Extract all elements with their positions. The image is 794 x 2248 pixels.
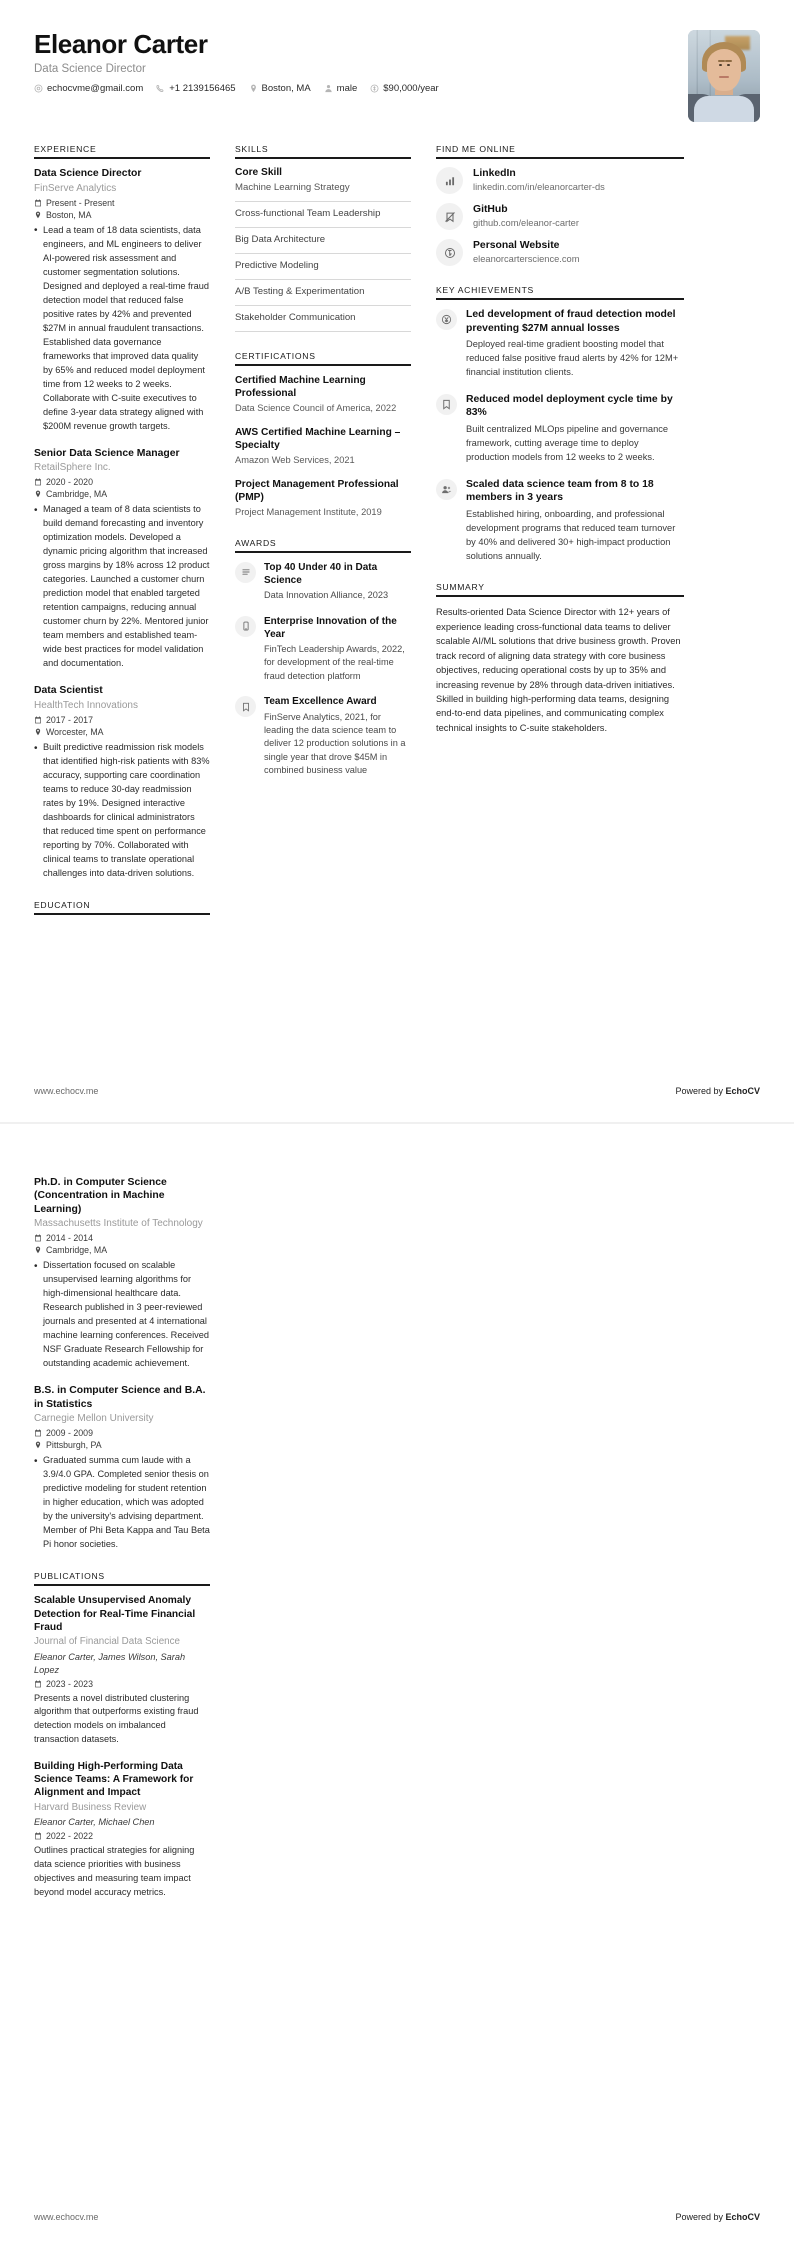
- column-right: [436, 144, 684, 754]
- award-subtitle: Data Innovation Alliance, 2023: [264, 590, 389, 601]
- calendar-icon: [34, 478, 42, 486]
- certification-name: Project Management Professional (PMP): [235, 478, 399, 503]
- entry-location: [34, 210, 210, 220]
- publication-item: [34, 1594, 210, 1746]
- certification-item: [235, 478, 411, 519]
- entry-location-value: Cambridge, MA: [46, 1245, 108, 1256]
- calendar-icon: [34, 1832, 42, 1840]
- entry-dates-value: 2017 - 2017: [46, 715, 93, 726]
- achievement-desc: Built centralized MLOps pipeline and governance framework, cutting average time to deploy production models from 12 weeks to 2 weeks.: [466, 423, 669, 462]
- contact-email-value: echocvme@gmail.com: [47, 82, 144, 94]
- publication-title: Scalable Unsupervised Anomaly Detection for Real-Time Financial Fraud: [34, 1595, 196, 1633]
- entry-bullets: [34, 224, 210, 434]
- awards-section: [235, 538, 411, 778]
- contact-salary-value: $90,000/year: [383, 82, 439, 94]
- skill-item: Machine Learning Strategy: [235, 182, 411, 202]
- publication-authors: Eleanor Carter, Michael Chen: [34, 1817, 155, 1828]
- publication-journal: Journal of Financial Data Science: [34, 1636, 180, 1648]
- entry-location: [34, 727, 210, 737]
- publications-heading: PUBLICATIONS: [34, 1571, 210, 1586]
- contact-gender: [324, 83, 358, 94]
- bookmark-icon: [235, 696, 256, 717]
- key-achievements-heading: KEY ACHIEVEMENTS: [436, 285, 684, 300]
- link-label: Personal Website: [473, 240, 560, 252]
- education-heading: EDUCATION: [34, 900, 210, 915]
- achievement-desc: Deployed real-time gradient boosting model that reduced false positive fraud alerts by 42% for 12M+ financial institution clients.: [466, 339, 679, 377]
- entry-dates: [34, 1233, 210, 1243]
- location-pin-icon: [34, 1441, 42, 1449]
- main-columns-page2: [0, 1124, 794, 1918]
- awards-heading: AWARDS: [235, 538, 411, 553]
- bullet-item: • Dissertation focused on scalable unsupervised learning algorithms for high-dimensional healthcare data. Research published in 3 peer-reviewed journals and presented at 4 international machine learning conferences. Received NSF Graduate Research Fellowship for outstanding academic achievement.: [34, 1259, 210, 1371]
- achievement-item: [436, 308, 684, 380]
- person-icon: [324, 84, 333, 93]
- entry-org: FinServe Analytics: [34, 182, 117, 194]
- achievement-item: [436, 393, 684, 465]
- page-footer: [34, 1086, 760, 1096]
- bookmark-slash-icon: [436, 203, 463, 230]
- summary-section: [436, 582, 684, 735]
- skill-item: Predictive Modeling: [235, 260, 411, 280]
- footer-website[interactable]: www.echocv.me: [34, 1086, 99, 1096]
- link-label: GitHub: [473, 204, 508, 216]
- link-personal-website[interactable]: [436, 239, 684, 266]
- location-pin-icon: [34, 728, 42, 736]
- skill-item: A/B Testing & Experimentation: [235, 286, 411, 306]
- achievement-title: Led development of fraud detection model preventing $27M annual losses: [466, 309, 676, 334]
- education-entry: [34, 1384, 210, 1552]
- bar-chart-icon: [436, 167, 463, 194]
- column-middle: [235, 144, 411, 796]
- link-url: linkedin.com/in/eleanorcarter-ds: [473, 182, 605, 193]
- footer-website[interactable]: www.echocv.me: [34, 2212, 99, 2222]
- certification-name: AWS Certified Machine Learning – Specialty: [235, 426, 401, 451]
- footer-powered-label: Powered by: [675, 2212, 726, 2222]
- achievement-title: Reduced model deployment cycle time by 83%: [466, 393, 673, 419]
- location-pin-icon: [34, 211, 42, 219]
- experience-entry: [34, 684, 210, 881]
- currency-icon: [436, 309, 457, 330]
- entry-org: RetailSphere Inc.: [34, 462, 111, 474]
- entry-location-value: Worcester, MA: [46, 727, 104, 738]
- bullet-item: • Managed a team of 8 data scientists to build demand forecasting and inventory optimization models. Developed a dynamic pricing algorithm that increased gross margins by 18% across 12 product categories. Launched a customer churn prediction model that enabled targeted retention campaigns, reducing annual customer churn by 22%. Mentored junior team members and established team-wide best practices for model validation and documentation.: [34, 503, 210, 671]
- entry-dates: [34, 477, 210, 487]
- salary-icon: [370, 84, 379, 93]
- publication-authors: Eleanor Carter, James Wilson, Sarah Lopez: [34, 1651, 186, 1675]
- phone-icon: [156, 84, 165, 93]
- publication-journal: Harvard Business Review: [34, 1801, 147, 1813]
- award-item: [235, 695, 411, 777]
- summary-heading: SUMMARY: [436, 582, 684, 597]
- find-me-online-heading: FIND ME ONLINE: [436, 144, 684, 159]
- contact-phone-value: +1 2139156465: [169, 82, 236, 94]
- entry-dates-value: Present - Present: [46, 197, 115, 208]
- entry-location: [34, 1245, 210, 1255]
- entry-location-value: Boston, MA: [46, 209, 92, 220]
- award-item: [235, 615, 411, 684]
- column-left: [34, 144, 210, 934]
- contact-email[interactable]: [34, 83, 143, 94]
- calendar-icon: [34, 199, 42, 207]
- publication-item: [34, 1760, 210, 1900]
- certification-name: Certified Machine Learning Professional: [235, 374, 366, 399]
- contact-location: [249, 83, 311, 94]
- education-section-heading-page1: [34, 900, 210, 915]
- achievement-title: Scaled data science team from 8 to 18 members in 3 years: [466, 478, 654, 504]
- achievement-item: [436, 478, 684, 564]
- publications-section: [34, 1571, 210, 1899]
- entry-title: Senior Data Science Manager: [34, 447, 180, 459]
- bullet-item: • Built predictive readmission risk models that identified high-risk patients with 83% accuracy, supporting care coordination teams to reduce 30-day readmission rates by 19%. Designed interactive dashboards for clinical administrators that reduced time spent on performance reporting by 70%. Collaborated with clinical teams to translate operational challenges into data-driven solutions.: [34, 741, 210, 881]
- entry-location-value: Cambridge, MA: [46, 489, 108, 500]
- footer-brand-name: EchoCV: [725, 1086, 760, 1096]
- calendar-icon: [34, 1429, 42, 1437]
- award-title: Top 40 Under 40 in Data Science: [264, 561, 378, 586]
- skills-heading: SKILLS: [235, 144, 411, 159]
- award-subtitle: FinTech Leadership Awards, 2022, for development of the real-time fraud detection platform: [264, 644, 405, 681]
- skill-item: Big Data Architecture: [235, 234, 411, 254]
- link-github[interactable]: [436, 203, 684, 230]
- header-text-block: [34, 30, 452, 94]
- publication-title: Building High-Performing Data Science Teams: A Framework for Alignment and Impact: [34, 1760, 194, 1799]
- entry-dates: [34, 1428, 210, 1438]
- certification-org: Project Management Institute, 2019: [235, 507, 382, 518]
- calendar-icon: [34, 1680, 42, 1688]
- award-subtitle: FinServe Analytics, 2021, for leading the data science team to deliver 12 production solutions in a single year that drove $45M in combined business value: [264, 711, 406, 776]
- entry-org: HealthTech Innovations: [34, 700, 138, 712]
- award-title: Team Excellence Award: [264, 696, 377, 708]
- globe-icon: [436, 239, 463, 266]
- education-section: [34, 1176, 210, 1552]
- entry-bullets: [34, 1259, 210, 1371]
- link-label: LinkedIn: [473, 168, 516, 180]
- key-achievements-section: [436, 285, 684, 563]
- list-icon: [235, 562, 256, 583]
- experience-entry: [34, 447, 210, 672]
- experience-heading: EXPERIENCE: [34, 144, 210, 159]
- location-pin-icon: [34, 1246, 42, 1254]
- find-me-online-section: [436, 144, 684, 266]
- entry-location: [34, 489, 210, 499]
- column-left-page2: [34, 1176, 210, 1918]
- experience-section: [34, 144, 210, 881]
- entry-org: Massachusetts Institute of Technology: [34, 1218, 203, 1230]
- certifications-heading: CERTIFICATIONS: [235, 351, 411, 366]
- page-title: Eleanor Carter: [34, 29, 208, 59]
- footer-powered-label: Powered by: [675, 1086, 726, 1096]
- contact-row: [34, 83, 452, 94]
- link-url: eleanorcarterscience.com: [473, 254, 580, 265]
- footer-brand-name: EchoCV: [725, 2212, 760, 2222]
- entry-bullets: [34, 741, 210, 881]
- entry-dates-value: 2014 - 2014: [46, 1233, 93, 1244]
- certifications-section: [235, 351, 411, 519]
- experience-entry: [34, 167, 210, 434]
- entry-dates-value: 2009 - 2009: [46, 1428, 93, 1439]
- skill-item: Stakeholder Communication: [235, 312, 411, 332]
- education-entry: [34, 1176, 210, 1371]
- entry-location: [34, 1440, 210, 1450]
- footer-branding: [675, 1086, 760, 1096]
- resume-page-2: [0, 1124, 794, 2248]
- publication-desc: Outlines practical strategies for aligning data science priorities with business objectives and measuring team impact beyond model accuracy metrics.: [34, 1845, 195, 1897]
- entry-dates-value: 2020 - 2020: [46, 477, 93, 488]
- location-pin-icon: [249, 84, 258, 93]
- bookmark-icon: [436, 394, 457, 415]
- contact-location-value: Boston, MA: [261, 82, 311, 94]
- entry-title: Data Science Director: [34, 168, 142, 179]
- publication-dates: [34, 1679, 210, 1689]
- certification-item: [235, 374, 411, 415]
- footer-branding: [675, 2212, 760, 2222]
- award-item: [235, 561, 411, 603]
- resume-page-1: [0, 0, 794, 1122]
- bullet-item: • Lead a team of 18 data scientists, data engineers, and ML engineers to deliver AI-powered risk assessment and customer segmentation solutions. Designed and deployed a real-time fraud detection model that reduced false positive rates by 42% and prevented $27M in annual fraudulent transactions. Established data governance frameworks that improved data quality by 65% and reduced model deployment time from 12 weeks to 2 weeks. Collaborate with C-suite executives to define 3-year data strategy aligned with $200M revenue growth targets.: [34, 224, 210, 434]
- entry-dates: [34, 198, 210, 208]
- achievement-desc: Established hiring, onboarding, and professional development programs that reduced team turnover by 40% and delivered 30+ high-impact production solutions annually.: [466, 508, 676, 561]
- summary-text: Results-oriented Data Science Director with 12+ years of experience leading cross-functional data teams to deliver scalable AI/ML solutions that drive business growth. Proven track record of aligning data strategy with core business objectives, reducing operational costs by up to 35% and increasing revenue by 28% through data-driven initiatives. Skilled in building high-performing data teams, designing end-to-end data pipelines, and communicating complex technical insights to C-suite stakeholders.: [436, 607, 681, 733]
- contact-phone[interactable]: [156, 83, 235, 94]
- skill-item: Cross-functional Team Leadership: [235, 208, 411, 228]
- skills-core-label: Core Skill: [235, 167, 282, 178]
- resume-header: [0, 0, 794, 122]
- entry-dates: [34, 715, 210, 725]
- publication-dates-value: 2023 - 2023: [46, 1678, 93, 1689]
- award-title: Enterprise Innovation of the Year: [264, 615, 397, 640]
- certification-org: Amazon Web Services, 2021: [235, 455, 355, 466]
- calendar-icon: [34, 1234, 42, 1242]
- location-pin-icon: [34, 490, 42, 498]
- certification-item: [235, 426, 411, 467]
- skills-section: [235, 144, 411, 332]
- publication-desc: Presents a novel distributed clustering algorithm that outperforms existing fraud detection models on imbalanced transaction datasets.: [34, 1692, 199, 1744]
- link-url: github.com/eleanor-carter: [473, 218, 579, 229]
- contact-salary: [370, 83, 438, 94]
- link-linkedin[interactable]: [436, 167, 684, 194]
- entry-title: B.S. in Computer Science and B.A. in Statistics: [34, 1385, 206, 1410]
- entry-bullets: [34, 1454, 210, 1552]
- entry-org: Carnegie Mellon University: [34, 1413, 154, 1425]
- job-title: Data Science Director: [34, 62, 146, 75]
- entry-location-value: Pittsburgh, PA: [46, 1440, 102, 1451]
- publication-dates-value: 2022 - 2022: [46, 1831, 93, 1842]
- users-icon: [436, 479, 457, 500]
- certification-org: Data Science Council of America, 2022: [235, 403, 397, 414]
- contact-gender-value: male: [336, 82, 358, 94]
- email-icon: [34, 84, 43, 93]
- mobile-icon: [235, 616, 256, 637]
- calendar-icon: [34, 716, 42, 724]
- publication-dates: [34, 1831, 210, 1841]
- page-footer: [34, 2212, 760, 2222]
- bullet-item: • Graduated summa cum laude with a 3.9/4.0 GPA. Completed senior thesis on predictive modeling for student retention in higher education, which was adopted by the university's advising department. Member of Phi Beta Kappa and Tau Beta Pi honor societies.: [34, 1454, 210, 1552]
- entry-title: Data Scientist: [34, 685, 103, 697]
- entry-bullets: [34, 503, 210, 671]
- avatar: [688, 30, 760, 122]
- entry-title: Ph.D. in Computer Science (Concentration in Machine Learning): [34, 1177, 167, 1215]
- main-columns: [0, 122, 794, 934]
